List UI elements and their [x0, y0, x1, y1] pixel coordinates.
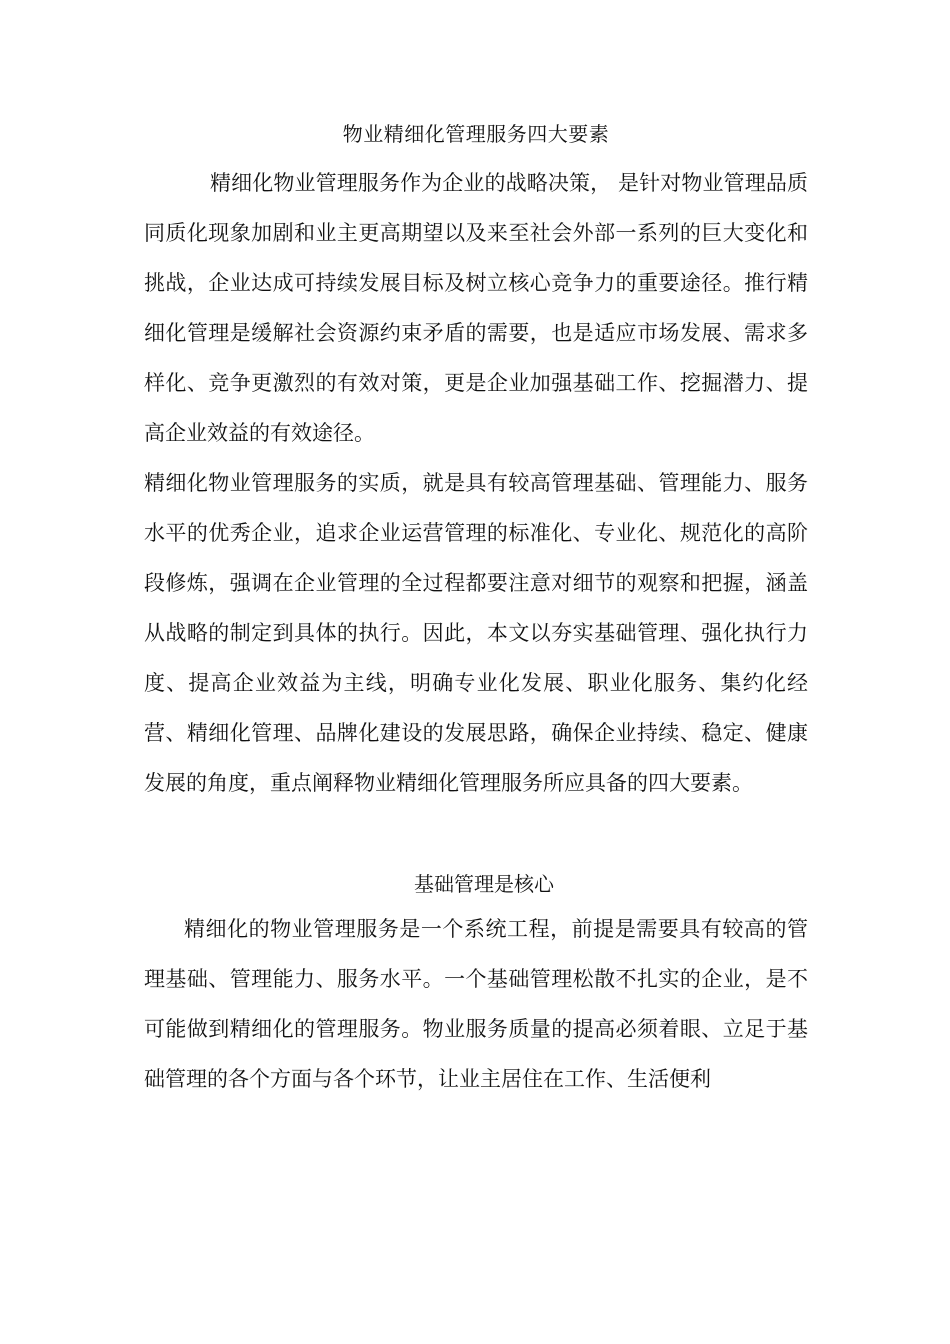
section-heading-basic-management: 基础管理是核心: [414, 872, 554, 896]
intro-paragraph-1: 精细化物业管理服务作为企业的战略决策， 是针对物业管理品质同质化现象加剧和业主更高期望以及来至社会外部一系列的巨大变化和挑战，企业达成可持续发展目标及树立核心竞争力的重要途径。推行精细化管理是缓解社会资源约束矛盾的需要，也是适应市场发展、需求多样化、竞争更激烈的有效对策，更是企业加强基础工作、挖掘潜力、提高企业效益的有效途径。: [144, 171, 808, 445]
document-body: [144, 114, 808, 1104]
section-spacer: [144, 808, 808, 864]
document-title: 物业精细化管理服务四大要素: [342, 122, 610, 146]
intro-paragraph-2: 精细化物业管理服务的实质，就是具有较高管理基础、管理能力、服务水平的优秀企业，追求企业运营管理的标准化、专业化、规范化的高阶段修炼，强调在企业管理的全过程都要注意对细节的观察和把握，涵盖从战略的制定到具体的执行。因此，本文以夯实基础管理、强化执行力度、提高企业效益为主线，明确专业化发展、职业化服务、集约化经营、精细化管理、品牌化建设的发展思路，确保企业持续、稳定、健康发展的角度，重点阐释物业精细化管理服务所应具备的四大要素。: [144, 471, 808, 795]
section-paragraph-basic-management: 精细化的物业管理服务是一个系统工程，前提是需要具有较高的管理基础、管理能力、服务水平。一个基础管理松散不扎实的企业，是不可能做到精细化的管理服务。物业服务质量的提高必须着眼、立足于基础管理的各个方面与各个环节，让业主居住在工作、生活便利: [144, 917, 808, 1091]
